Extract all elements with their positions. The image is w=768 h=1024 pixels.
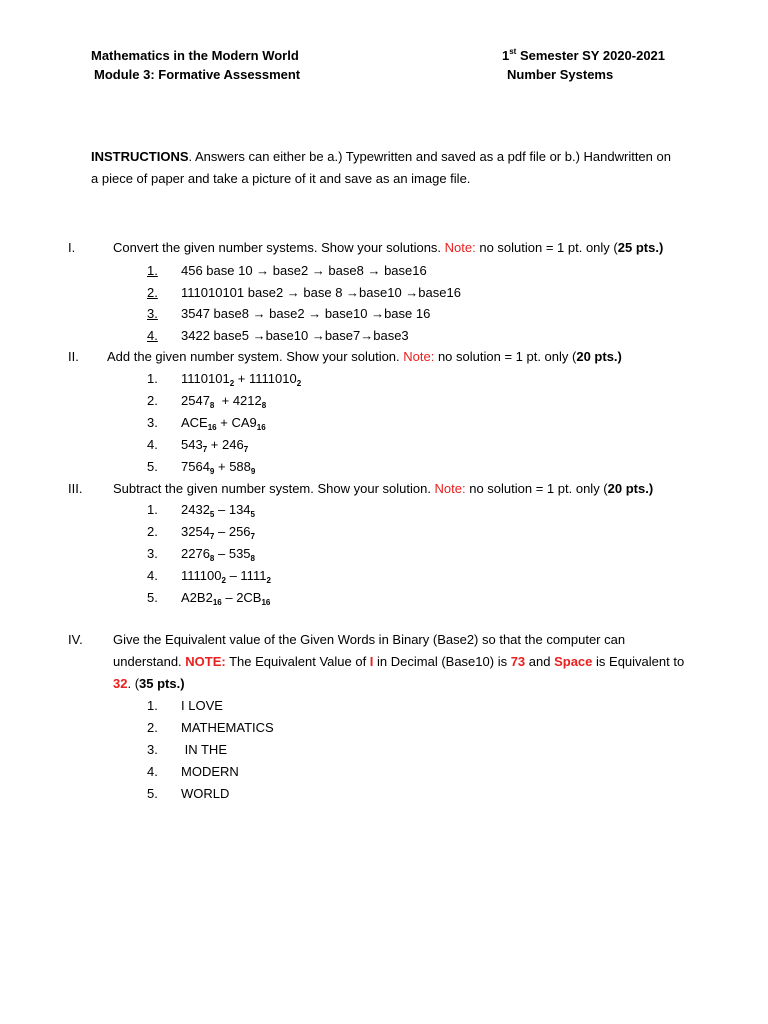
base-a-subscript: 16 [212,598,222,607]
section-3-expression [181,523,255,541]
base-a-subscript: 7 [209,532,215,541]
section-1-item-number: 4. [147,328,158,343]
operand-b: 535 [228,546,251,561]
section-1-item-number: 1. [147,263,158,278]
instructions-line-1: INSTRUCTIONS. Answers can either be a.) Typewritten and saved as a pdf file or b.) Handwritten on [91,149,671,164]
base-a-subscript: 16 [207,423,217,432]
operand-a: 1110101 [181,371,230,386]
operand-b: 246 [221,437,244,452]
section-3-expression [181,589,270,607]
section-4-item-number: 3. [147,742,158,757]
section-2-item-number: 1. [147,371,158,386]
base-b-subscript: 16 [256,423,266,432]
section-1-item: 3547 base8 → base2 → base10 →base 16 [181,306,431,321]
section-3-expression [181,545,255,563]
base-b-subscript: 7 [243,445,249,454]
operand-a: 2547 [181,393,210,408]
section-4-item-number: 4. [147,764,158,779]
section-1-item: 3422 base5 →base10 →base7→base3 [181,328,409,343]
section-3-item-number: 4. [147,568,158,583]
operator: + [214,459,230,474]
section-3-numeral: III. [68,481,83,496]
operator: – [214,524,229,539]
section-2-expression [181,392,266,410]
section-4-item: WORLD [181,786,230,801]
base-a-subscript: 7 [202,445,208,454]
section-1-item-number: 3. [147,306,158,321]
base-a-subscript: 2 [229,379,235,388]
semester-label: 1st Semester SY 2020-2021 [502,47,666,63]
section-3-item-number: 1. [147,502,158,517]
section-4-heading-line-3: 32. (35 pts.) [113,676,185,691]
section-3-item-number: 2. [147,524,158,539]
base-a-subscript: 8 [209,401,215,410]
operator: – [214,546,229,561]
section-2-item-number: 3. [147,415,158,430]
base-a-subscript: 5 [209,510,215,519]
section-2-item-number: 5. [147,459,158,474]
section-2-item-number: 4. [147,437,158,452]
base-b-subscript: 9 [250,467,256,476]
operator: – [221,590,237,605]
section-3-heading: Subtract the given number system. Show your solution. Note: no solution = 1 pt. only (20 pts.) [113,481,654,496]
operator: + [234,371,249,386]
section-1-item: 456 base 10 → base2 → base8 → base16 [181,263,427,278]
section-1-item-number: 2. [147,285,158,300]
base-a-subscript: 2 [221,576,226,585]
section-3-expression [181,501,255,519]
operand-b: 4212 [232,393,262,408]
operator: + [214,393,233,408]
operator: – [225,568,241,583]
operator: + [216,415,232,430]
instructions-line-2: a piece of paper and take a picture of it and save as an image file. [91,171,471,186]
operand-b: 1111 [240,568,267,583]
section-1-numeral: I. [68,240,76,255]
section-3-item-number: 5. [147,590,158,605]
section-2-expression [181,458,255,476]
section-2-expression [181,414,266,432]
base-a-subscript: 8 [209,554,215,563]
operand-a: A2B2 [181,590,213,605]
operand-a: 2276 [181,546,210,561]
section-4-heading-line-1: Give the Equivalent value of the Given Words in Binary (Base2) so that the computer can [113,632,626,647]
section-4-item-number: 5. [147,786,158,801]
section-2-expression [181,436,248,454]
section-2-expression [181,370,301,388]
operand-b: 134 [228,502,251,517]
operand-b: CA9 [231,415,257,430]
operator: + [207,437,222,452]
section-4-item: I LOVE [181,698,223,713]
operand-b: 588 [229,459,251,474]
base-b-subscript: 2 [266,576,271,585]
operator: – [214,502,229,517]
base-b-subscript: 8 [250,554,255,563]
section-3-item-number: 3. [147,546,158,561]
operand-b: 1111010 [248,371,297,386]
base-a-subscript: 9 [209,467,215,476]
operand-a: 2432 [181,502,210,517]
section-4-item: IN THE [181,742,227,757]
topic-title: Number Systems [507,67,614,82]
operand-a: ACE [181,415,208,430]
operand-b: 2CB [236,590,262,605]
section-1-heading: Convert the given number systems. Show your solutions. Note: no solution = 1 pt. only (25 pts.) [113,240,664,255]
operand-b: 256 [228,524,251,539]
module-title: Module 3: Formative Assessment [94,67,301,82]
section-4-numeral: IV. [68,632,83,647]
section-2-heading: Add the given number system. Show your solution. Note: no solution = 1 pt. only (20 pts.) [107,349,622,364]
course-title: Mathematics in the Modern World [91,48,299,63]
base-b-subscript: 2 [296,379,302,388]
operand-a: 543 [181,437,203,452]
section-1-item: 111010101 base2 → base 8 →base10 →base16 [181,285,461,300]
section-4-item-number: 2. [147,720,158,735]
base-b-subscript: 16 [261,598,271,607]
operand-a: 7564 [181,459,210,474]
section-4-item-number: 1. [147,698,158,713]
base-b-subscript: 8 [261,401,267,410]
operand-a: 111100 [181,568,222,583]
base-b-subscript: 5 [250,510,255,519]
section-2-item-number: 2. [147,393,158,408]
base-b-subscript: 7 [250,532,255,541]
section-2-numeral: II. [68,349,79,364]
section-3-expression [181,567,271,585]
section-4-item: MATHEMATICS [181,720,274,735]
section-4-item: MODERN [181,764,239,779]
section-4-heading-line-2: understand. NOTE: The Equivalent Value of I in Decimal (Base10) is 73 and Space is Equivalent to [113,654,685,669]
operand-a: 3254 [181,524,210,539]
